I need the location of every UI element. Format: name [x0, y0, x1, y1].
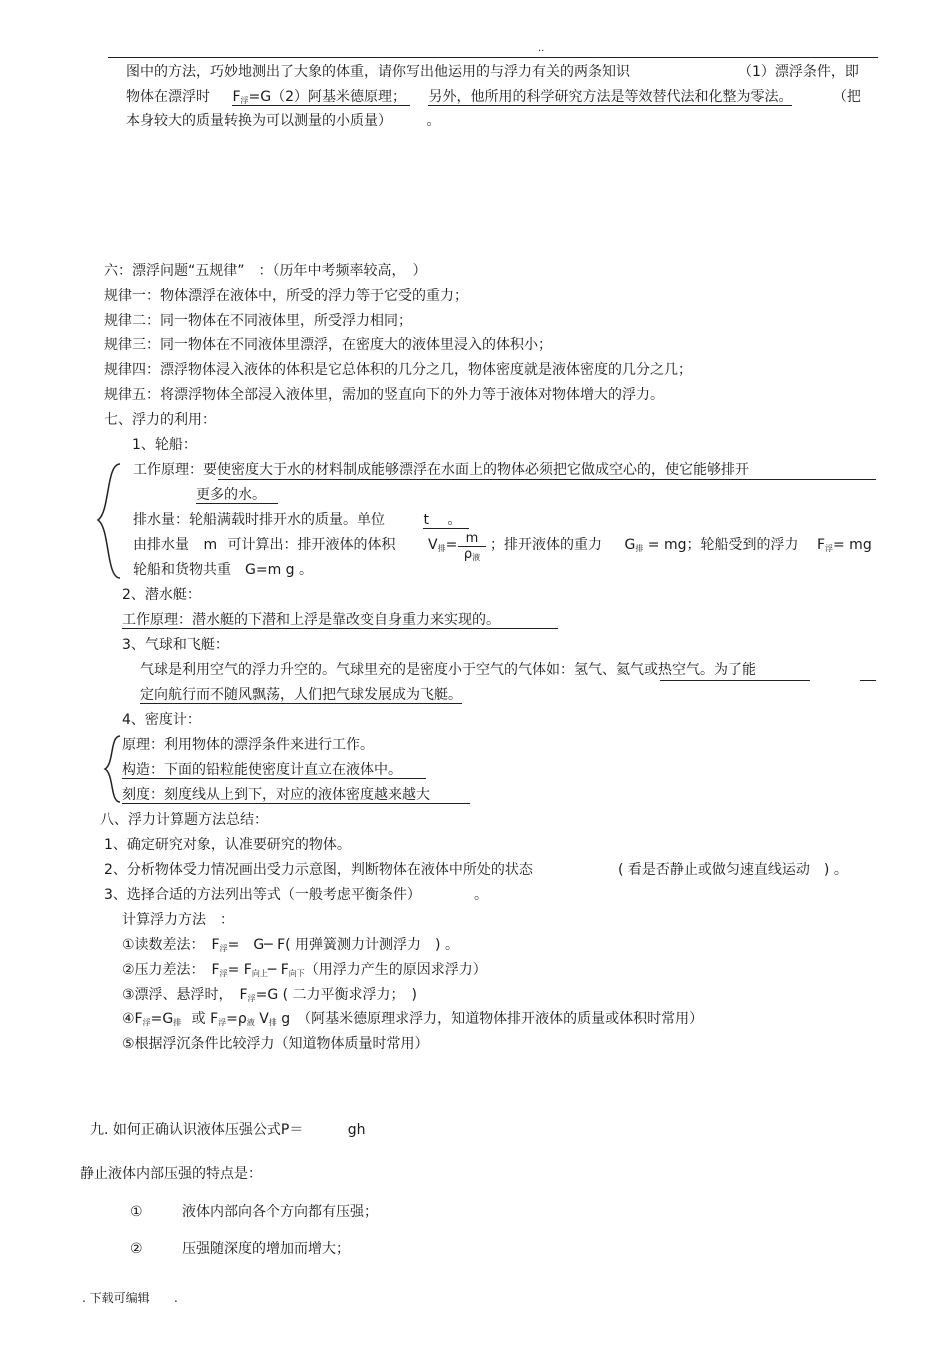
method-5: ⑤根据浮沉条件比较浮力（知道物体质量时常用） [122, 1036, 429, 1052]
method-4-b: =G [150, 1011, 174, 1027]
hydro-scale-text: 刻度：刻度线从上到下，对应的液体密度越来越大 [122, 787, 470, 804]
method-4-sub2: 排 [173, 1018, 182, 1027]
ship-calc-f: F [816, 537, 825, 553]
intro-line1a: 图中的方法，巧妙地测出了大象的体重，请你写出他运用的与浮力有关的两条知识 [126, 64, 630, 80]
sec6-rule-2: 规律二：同一物体在不同液体里，所受浮力相同； [104, 313, 412, 329]
ship-frac-den [458, 547, 486, 565]
ship-v: V [428, 537, 438, 553]
method-3-a: ③漂浮、悬浮时， F [122, 987, 248, 1003]
ship-calc-a: 由排水量 [133, 537, 189, 553]
ship-calc-g: G [624, 537, 636, 553]
balloon-line1: 气球是利用空气的浮力升空的。气球里充的是密度小于空气的气体如：氢气、氦气或热空气。为了能 [140, 662, 756, 678]
sec8-step-1: 1、确定研究对象，认准要研究的物体。 [104, 837, 351, 853]
intro-line2e: （把 [832, 89, 861, 105]
ship-work2: 更多的水。 [196, 487, 278, 504]
method-2-b: = F [227, 962, 252, 978]
ship-calc-f-sub: 浮 [825, 544, 833, 553]
sec6-rule-3: 规律三：同一物体在不同液体里漂浮，在密度大的液体里浸入的体积小； [104, 337, 552, 353]
method-4-sub: 浮 [142, 1018, 151, 1027]
intro-line3 [126, 112, 440, 130]
sec6-rule-4: 规律四：漂浮物体浸入液体的体积是它总体积的几分之几，物体密度就是液体密度的几分之几； [104, 362, 692, 378]
ship-frac-rho: ρ [463, 547, 473, 562]
method-2 [122, 961, 487, 983]
ship-disp-unit: t [423, 512, 429, 528]
sec9-item-1-text: 液体内部向各个方向都有压强； [182, 1204, 378, 1220]
method-1 [122, 936, 459, 958]
intro-f: F [232, 89, 241, 105]
ship-calc [133, 536, 396, 554]
ship-disp-end: 。 [447, 512, 462, 528]
ship-calc-g-sub: 排 [635, 544, 644, 553]
sec9-title-text: 九. 如何正确认识液体压强公式P＝ [90, 1122, 304, 1138]
ship-v-sub: 排 [437, 544, 446, 553]
method-1-sub: 浮 [219, 944, 228, 953]
sec9-intro: 静止液体内部压强的特点是： [80, 1166, 262, 1182]
ship-calc-e: = mg [833, 537, 872, 553]
method-2-a: ②压力差法： F [122, 962, 220, 978]
sec6-rule-1: 规律一：物体漂浮在液体中，所受的浮力等于它受的重力； [104, 288, 468, 304]
method-2-sub2: 向上 [251, 969, 268, 978]
method-3-sub: 浮 [247, 994, 256, 1003]
methods-title: 计算浮力方法 ： [122, 912, 234, 928]
ship-work-underline1 [218, 479, 876, 480]
sec7-title: 七、浮力的利用： [104, 412, 216, 428]
method-4-d: =ρ [226, 1011, 247, 1027]
intro-line2d: 另外，他所用的科学研究方法是等效替代法和化整为零法。 [428, 89, 793, 105]
intro-line3-text: 本身较大的质量转换为可以测量的小质量） [126, 113, 392, 129]
method-1-a: ①读数差法： F [122, 937, 220, 953]
ship-calc-c: ；排开液体的重力 [490, 537, 602, 553]
method-4 [122, 1010, 703, 1032]
ship-frac-num: m [458, 531, 486, 547]
method-2-c: ─ F [267, 962, 289, 978]
hydro-structure [122, 761, 426, 779]
ship-disp-unit-wrap [423, 512, 469, 529]
intro-line1b: （1）漂浮条件，即 [738, 64, 859, 80]
intro-line2-formula [232, 89, 410, 106]
method-2-sub3: 向下 [288, 969, 305, 978]
ship-disp: 排水量：轮船满载时排开水的质量。单位 [133, 512, 385, 528]
method-4-sub5: 排 [268, 1018, 277, 1027]
balloon-line2 [140, 686, 462, 704]
ship-calc-d: = mg；轮船受到的浮力 [647, 537, 799, 553]
ship-work-line1 [133, 461, 749, 479]
hydro-brace [102, 734, 124, 804]
ship-calc-rest [490, 536, 872, 558]
ship-work-line2 [196, 486, 278, 504]
intro-line3-end: 。 [426, 113, 441, 129]
sec9-title [90, 1121, 366, 1139]
sec9-item-2-text: 压强随深度的增加而增大； [182, 1241, 350, 1257]
sec8-step-2: 2、分析物体受力情况画出受力示意图，判断物体在液体中所处的状态 [104, 862, 533, 878]
hydro-scale [122, 786, 470, 804]
method-2-sub: 浮 [219, 969, 228, 978]
method-4-a: ④F [122, 1011, 143, 1027]
ship-fraction [458, 531, 486, 565]
sec8-step-3: 3、选择合适的方法列出等式（一般考虑平衡条件） [104, 887, 421, 903]
ship-frac-rho-sub: 液 [472, 553, 481, 562]
method-3 [122, 986, 417, 1008]
method-4-f: g （阿基米德原理求浮力，知道物体排开液体的质量或体积时常用） [281, 1011, 704, 1027]
intro-line2c: =G（2）阿基米德原理； [248, 89, 407, 105]
ship-work1: 工作原理：要使密度大于水的材料制成能够漂浮在水面上的物体必须把它做成空心的，使它能够排开 [133, 462, 749, 478]
intro-line2a: 物体在漂浮时 [126, 89, 210, 105]
hydro-title: 4、密度计： [122, 712, 201, 728]
method-4-e: V [259, 1011, 269, 1027]
hydro-principle: 原理：利用物体的漂浮条件来进行工作。 [122, 737, 374, 753]
balloon-title: 3、气球和飞艇： [122, 637, 229, 653]
balloon-underline1b [860, 680, 876, 681]
sec6-title: 六：漂浮问题“五规律” ：（历年中考频率较高， ） [104, 263, 427, 279]
sub-title: 2、潜水艇： [122, 587, 201, 603]
header-dots: .. [538, 43, 545, 54]
ship-brace [94, 462, 124, 580]
method-3-b: =G ( 二力平衡求浮力； ) [255, 987, 418, 1003]
sub-work-text: 工作原理：潜水艇的下潜和上浮是靠改变自身重力来实现的。 [122, 612, 558, 629]
method-1-b: = G─ F( 用弹簧测力计测浮力 ) 。 [227, 937, 459, 953]
intro-f-sub: 浮 [240, 96, 249, 105]
sec9-title-gh: gh [347, 1122, 366, 1138]
method-2-d: （用浮力产生的原因求浮力） [304, 962, 487, 978]
ship-title: 1、轮船： [132, 437, 197, 453]
ship-calc-v [428, 536, 457, 558]
balloon-line2-text: 定向航行而不随风飘荡，人们把气球发展成为飞艇。 [140, 687, 462, 703]
ship-calc-b: 可计算出：排开液体的体积 [227, 537, 396, 553]
footer-left: . 下载可编辑 [82, 1291, 150, 1305]
ship-calc-m: m [203, 537, 218, 553]
sec6-rule-5: 规律五：将漂浮物体全部浸入液体里，需加的竖直向下的外力等于液体对物体增大的浮力。 [104, 387, 664, 403]
ship-displacement [133, 511, 469, 529]
hydro-structure-text: 构造：下面的铅粒能使密度计直立在液体中。 [122, 762, 426, 779]
sec9-item-2-mark: ② [130, 1241, 143, 1257]
method-4-sub4: 液 [246, 1018, 255, 1027]
header-rule [108, 57, 878, 58]
sec8-step-2-end: ( 看是否静止或做匀速直线运动 ) 。 [618, 862, 848, 878]
ship-v-eq: = [445, 537, 458, 553]
method-4-sub3: 浮 [218, 1018, 227, 1027]
sec9-item-1-mark: ① [130, 1204, 143, 1220]
sub-work [122, 611, 558, 629]
balloon-underline1 [660, 680, 810, 681]
footer-right: . [174, 1291, 178, 1305]
ship-total: 轮船和货物共重 G=m g 。 [133, 562, 314, 578]
intro-line2 [126, 88, 861, 110]
method-4-c: 或 F [191, 1011, 219, 1027]
sec8-step-3-end: 。 [474, 887, 488, 903]
sec8-title: 八、浮力计算题方法总结： [100, 812, 268, 828]
